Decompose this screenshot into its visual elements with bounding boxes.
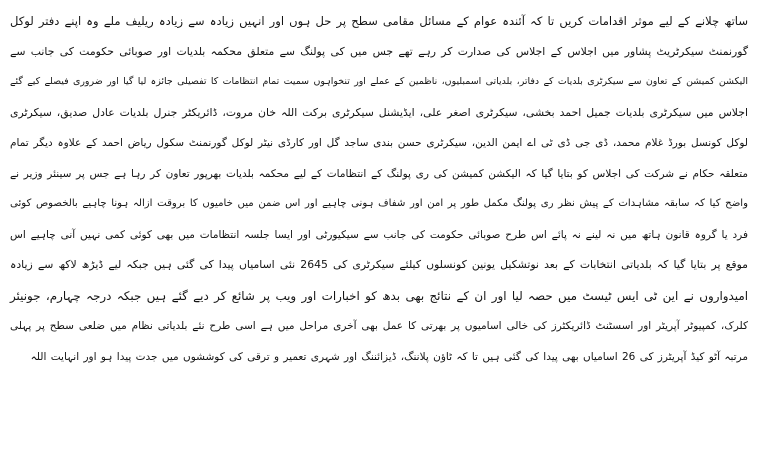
article-line bbox=[10, 311, 748, 342]
article-line bbox=[10, 281, 748, 312]
text-line: گورنمنٹ سیکرٹریٹ پشاور میں اجلاس کے اجلاس کی صدارت کر رہے تھے جس میں کی پولنگ سے متعلق محکمہ بلدیات اور صوبائی حکومت کی جانب سے bbox=[10, 44, 748, 58]
text-line: اجلاس میں سیکرٹری بلدیات جمیل احمد بخشی، سیکرٹری اصغر علی، ایڈیشنل سیکرٹری برکت اللہ خان مروت، ڈائریکٹر جنرل بلدیات عادل صدیق، سیکرٹری bbox=[10, 105, 748, 119]
article-line bbox=[10, 159, 748, 190]
article-line bbox=[10, 37, 748, 68]
article-line bbox=[10, 189, 748, 220]
text-line: ساتھ چلانے کے لیے موثر اقدامات کریں تا کہ آئندہ عوام کے مسائل مقامی سطح پر حل ہوں اور انہیں زیادہ سے زیادہ ریلیف ملے وہ اپنے دفتر لوکل bbox=[10, 14, 748, 28]
article-body bbox=[10, 6, 748, 372]
text-line: موقع پر بتایا گیا کہ بلدیاتی انتخابات کے بعد نوتشکیل یونین کونسلوں کیلئے سیکرٹری کی 2645 نئی اسامیاں پیدا کی گئی ہیں جبکہ لیے ڈیڑھ لاکھ سے زیادہ bbox=[10, 258, 748, 271]
text-line: الیکشن کمیشن کے تعاون سے سیکرٹری بلدیات کے دفاتر، بلدیاتی اسمبلیوں، ناظمین کے عملے اور تنخواہوں سمیت تمام انتظامات کا تفصیلی جائزہ لیا گیا اور ضروری فیصلے کیے گئے bbox=[10, 76, 748, 87]
article-line bbox=[10, 250, 748, 281]
article-line bbox=[10, 128, 748, 159]
article-line bbox=[10, 220, 748, 251]
text-line: متعلقہ حکام نے شرکت کی اجلاس کو بتایا گیا کہ الیکشن کمیشن کی ری پولنگ کے انتظامات کے لیے محکمہ بلدیات بھرپور تعاون کر رہا ہے جس پر سینئر وزیر نے bbox=[10, 167, 748, 180]
text-line: کلرک، کمپیوٹر آپریٹر اور اسسٹنٹ ڈائریکٹرز کی خالی اسامیوں پر بھرتی کا عمل بھی آخری مراحل میں ہے اسی طرح نئے بلدیاتی نظام میں ضلعی سطح پر پہلی bbox=[10, 320, 748, 332]
text-line: امیدواروں نے این ٹی ایس ٹیسٹ میں حصہ لیا اور ان کے نتائج بھی بدھ کو اخبارات اور ویب پر شائع کر دیے گئے ہیں جبکہ درجہ چہارم، جونیئر bbox=[10, 288, 748, 303]
article-line bbox=[10, 6, 748, 37]
text-line: واضح کیا کہ سابقہ مشاہدات کے پیش نظر ری پولنگ مکمل طور پر امن اور شفاف ہونی چاہیے اور اس ضمن میں خامیوں کا بروقت ازالہ ہونا چاہیے بالخصوص کوئی bbox=[10, 198, 748, 209]
text-line: فرد یا گروہ قانون ہاتھ میں نہ لینے نہ پائے اس طرح صوبائی حکومت کی جانب سے سیکیورٹی اور ایسا جلسہ انتظامات میں بھی کوئی کمی نہیں آنی چاہیے اس bbox=[10, 228, 748, 241]
article-line bbox=[10, 342, 748, 373]
text-line: لوکل کونسل بورڈ غلام محمد، ڈی جی ڈی ٹی اے ایمن الدین، سیکرٹری حسن بندی ساجد گل اور کارڈی نیٹر لوکل گورنمنٹ سکول ریاض احمد کے علاوہ دیگر تمام bbox=[10, 137, 748, 149]
text-line: مرتبہ آٹو کیڈ آپریٹرز کی 26 اسامیاں بھی پیدا کی گئی ہیں تا کہ ٹاؤن پلاننگ، ڈیزائننگ اور شہری تعمیر و ترقی کی کوششوں میں جدت پیدا ہو اور انہایت اللہ bbox=[30, 350, 748, 363]
article-line bbox=[10, 98, 748, 129]
article-line bbox=[10, 67, 748, 98]
